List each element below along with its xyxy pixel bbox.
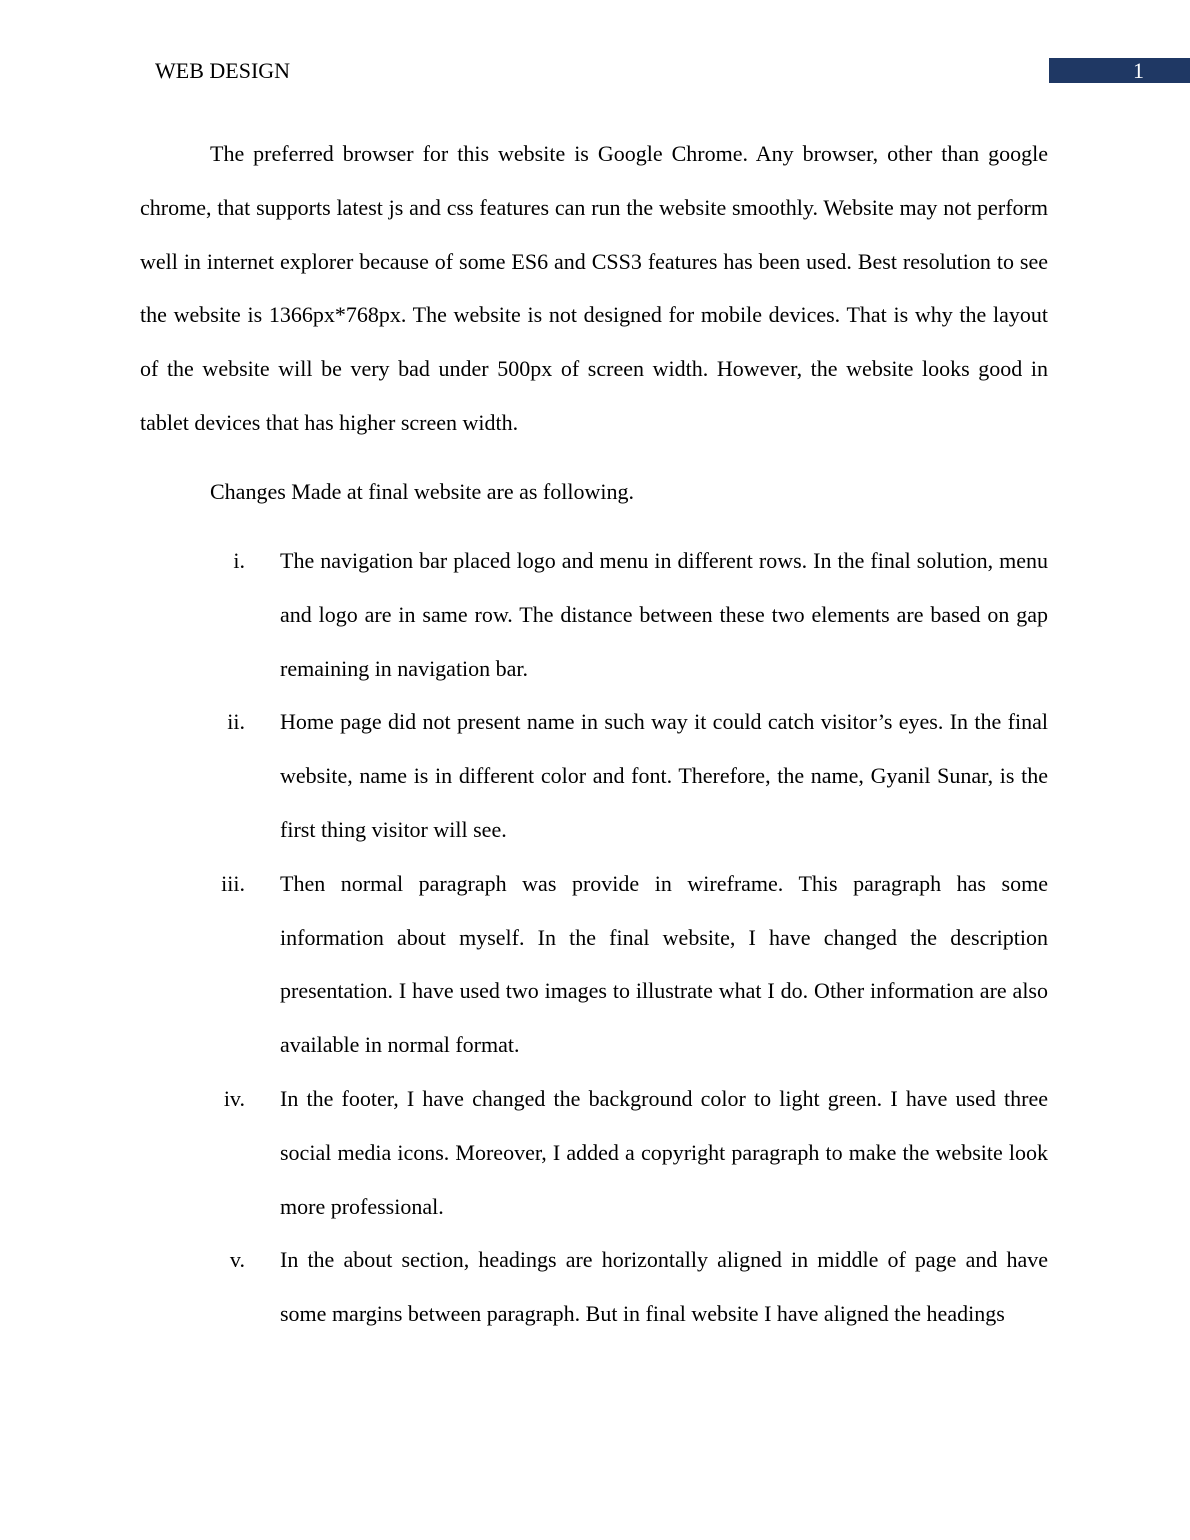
list-item-text: Home page did not present name in such way it could catch visitor’s eyes. In the final website, name is in different color and font. Therefore, the name, Gyanil Sunar, is the first thing visitor will see. — [280, 709, 1048, 842]
page-number: 1 — [1133, 58, 1144, 83]
list-item-marker: i. — [233, 548, 245, 573]
list-item-text: The navigation bar placed logo and menu in different rows. In the final solution, menu and logo are in same row. The distance between these two elements are based on gap remaining in navigation bar. — [280, 548, 1048, 681]
list-item — [140, 1233, 1048, 1341]
header-title: WEB DESIGN — [155, 58, 291, 83]
page-number-box — [1049, 58, 1190, 83]
changes-intro-paragraph: Changes Made at final website are as following. — [210, 479, 634, 504]
list-item-text: In the about section, headings are horizontally aligned in middle of page and have some margins between paragraph. But in final website I have aligned the headings — [280, 1247, 1048, 1327]
list-item-marker: ii. — [227, 709, 245, 735]
intro-paragraph: The preferred browser for this website is Google Chrome. Any browser, other than google chrome, that supports latest js and css features can run the website smoothly. Website may not perform well in internet explorer because of some ES6 and CSS3 features has been used. Best resolution to see the website is 1366px*768px. The website is not designed for mobile devices. That is why the layout of the website will be very bad under 500px of screen width. However, the website looks good in tablet devices that has higher screen width. — [140, 141, 1048, 435]
list-item-marker: v. — [229, 1247, 245, 1273]
changes-list — [140, 534, 1048, 1341]
list-item-marker: iii. — [221, 870, 245, 896]
list-item-marker: iv. — [223, 1085, 245, 1111]
list-item-text: In the footer, I have changed the background color to light green. I have used three social media icons. Moreover, I added a copyright paragraph to make the website look more professional. — [280, 1085, 1048, 1219]
list-item-text: Then normal paragraph was provide in wireframe. This paragraph has some information about myself. In the final website, I have changed the description presentation. I have used two images to illustrate what I do. Other information are also available in normal format. — [280, 870, 1048, 1058]
list-item — [140, 695, 1048, 856]
list-item — [140, 534, 1048, 695]
list-item — [140, 857, 1048, 1072]
list-item — [140, 1072, 1048, 1233]
